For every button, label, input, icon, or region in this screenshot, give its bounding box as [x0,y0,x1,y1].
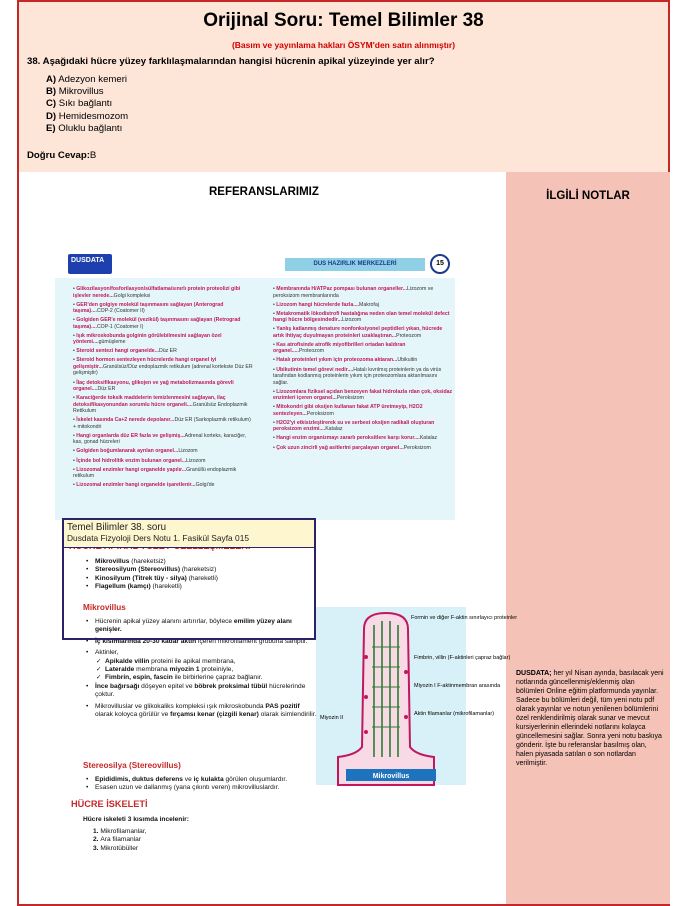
notes-text: DUSDATA; her yıl Nisan ayında, basılacak yeni notlarında güncellenmiş/eklenmiş olan bölümleri Online eğitim platformunda yayınlar. Sadece bu bölümleri değil, tüm yeni notu pdf olarak yayınlar ve notun yenilenen bölümlerini özel renklendirilmiş olarak sunar ve mevcut kursiyerlerinin ellerindeki notlarını kolayca güncellemesini sağlar. Sonra yeni notu baskıya gönderir. İşte bu referanslar basılmış olan, halen piyasada satılan o son notlardan verilmiştir. [516,670,664,767]
reference-left-column [73,286,253,491]
list-item: ✓ Apikalde villin proteini ile apikal membrana, [95,658,317,666]
skeleton-sub: Hücre iskeleti 3 kısımda incelenir: [83,816,189,823]
reference-entry: • Lizozomal enzimler hangi organelde yapılır...Granüllü endoplazmik retikulum [73,466,237,480]
reference-page-image [55,250,455,528]
reference-entry: • Metakromatik lökodistrofi hastalığına neden olan temel molekül defect hangi hücre bölgesindedir...Lizozom [273,310,450,324]
list-item: • Aktinler, [85,649,317,657]
list-item: 1. Mikrofilamanlar, [93,828,147,835]
option-b: B) Mikrovillus [46,86,104,98]
list-item: • Epididimis, duktus deferens ve iç kulakta görülen oluşumlardır. [85,776,335,784]
reference-entry: • Mitokondri gibi oksijen kullanan fakat ATP üretmeyip, H2O2 sentezleyen...Peroksizom [273,404,423,417]
correct-answer: Doğru Cevap:B [27,150,97,161]
figure-label-fimbrin: Fimbrin, villin (F-aktinleri çapraz bağlar) [414,655,511,661]
figure-label-miyozin1: Miyozin I F-aktinmembran arasında [414,683,501,689]
reference-entry: • Golgiden GER'e molekül (vezikül) taşınmasını sağlayan (Retrograd taşıma)....COP-1 (Coatomer I) [73,317,241,330]
header-bar: DUS HAZIRLIK MERKEZLERİ [285,258,425,271]
reference-entry: • Steroid hormon sentezleyen hücrelerde hangi organel iyi gelişmiştir...Granülsüz/Düz endoplazmik retikulum (adrenal kortekste Düz ER gelişmiştir) [73,357,253,377]
reference-label-line1: Temel Bilimler 38. soru [67,522,167,533]
list-item: • İnce bağırsağı döşeyen epitel ve böbrek proksimal tübül hücrelerinde çoktur. [85,683,317,700]
list-item: • Mikrovilluslar ve glikokaliks kompleksi ışık mikroskobunda PAS pozitif olarak koloyca görülür ve fırçamsı kenar (çizgili kenar) olarak isimlendirilir. [85,703,317,720]
references-title: REFERANSLARIMIZ [209,186,319,198]
figure-label-formin: Formin ve diğer F-aktin sınırlayıcı proteinler [411,615,518,621]
reference-right-column [273,286,453,454]
reference-entry: • Hangi enzim organizmayı zararlı peroksitlere karşı korur....Katalaz [273,435,438,442]
list-item: 2. Ara filamanlar [93,836,142,844]
list-item: 3. Mikrotübüller [93,844,139,852]
reference-entry: • Karaciğerde toksik maddelerin temizlenmesini sağlayan, ilaç detoksifikasyonundan sorumlu hücre organeli....Granülsüz Endoplazmik Retikulum [73,395,248,415]
reference-entry: • Golgiden boğumlanarak ayrılan organel...Lizozom [73,448,198,455]
reference-label-line2: Dusdata Fizyoloji Ders Notu 1. Fasikül Sayfa 015 [67,533,250,543]
page-title: Orijinal Soru: Temel Bilimler 38 [203,10,484,31]
mikrovillus-title: Mikrovillus [83,603,126,612]
figure-label-aktin: Aktin filamanlar (mikrofilamanlar) [414,711,495,717]
reference-entry: • Işık mikroskobunda golginin görülebilmesini sağlayan özel yöntemi....gümüşleme [73,332,222,346]
reference-entry: • Hangi organlarda düz ER fazla ve gelişmiş...Adrenal korteks, karaciğer, kas, gonad hücreleri [73,432,247,446]
list-item: • Esasen uzun ve dallanmış (yana çıkıntı veren) mikrovilluslardır. [85,784,335,792]
notes-title: İLGİLİ NOTLAR [546,190,630,202]
list-item: • Stereosilyum (Stereovillus) (hareketsiz) [85,566,335,574]
reference-entry: • İskelet kasında Ca+2 nerede depolanır...Düz ER (Sarkoplazmik retikulum) + mitokondri [73,417,251,430]
reference-entry: • Membranında H/ATPaz pompası bulunan organeller...Lizozom ve peroksizom membranlarında [273,286,434,299]
reference-entry: • Hatalı proteinleri yıkım için proteozoma aktaran...Ubikuitin [273,357,418,364]
list-item: • Kinosilyum (Titrek tüy - silya) (hareketli) [85,575,335,583]
stereo-title: Stereosilya (Stereovillus) [83,761,181,770]
reference-entry: • İlaç detoksifikasyonu, glikojen ve yağ metabolizmasında görevli organel....Düz ER [73,379,234,393]
reference-entry: • Çok uzun zincirli yağ asitlerini parçalayan organel...Peroksizom [273,444,431,451]
option-a: A) Adezyon kemeri [46,74,128,85]
reference-entry: • Kas atrofisinde atrofik miyofibrilleri ortadan kaldıran organel.....Proteozom [273,341,406,355]
reference-entry: • İçinde bol hidrolitik enzim bulunan organel...Lizozom [73,457,206,464]
question-text [27,56,435,67]
microvillus-figure [316,607,518,785]
figure-caption: Mikrovillus [372,773,410,780]
reference-page-header [55,250,455,278]
reference-entry: • Ubikutinin temel görevi nedir....Hatalı kıvrılmış proteinlerin ya da virüs tarafından kodlanmış proteinlerin yıkım için proteozomlara aktarılmasını sağlar. [273,366,442,386]
reference-entry: • Lizozomlara fiziksel açıdan benzeyen fakat hidrolazla rdan çok, oksidaz enzimleri içeren organel...Peroksizom [273,388,453,402]
question-stem: Aşağıdaki hücre yüzey farklılaşmalarından hangisi hücrenin apikal yüzeyinde yer alır? [42,56,435,67]
reference-entry: • Glikozilasyon/fosforilasyon/sülfatlama/sınırlı protein proteolizi gibi işlevler nerede...Golgi kompleksi [73,286,241,299]
question-number: 38. [27,56,41,67]
list-item: • Flagellum (kamçı) (hareketli) [85,583,335,591]
reference-entry: • Lizozomal enzimler hangi organelde işaretlenir...Golgi'de [73,482,215,489]
reference-label [64,520,314,548]
answer-options [46,74,128,135]
list-item: • İç kısımlarında 20-30 kadar aktin içeren mikrofilament grubuna sahiptir. [85,638,317,646]
notes-column [506,172,670,904]
list-item: ✓ Lateralde membrana miyozin 1 proteiniyle, [95,666,317,674]
list-item: ✓ Fimbrin, espin, fascin ile birbirlerine çapraz bağlanır. [95,674,317,682]
reference-entry: • H2O2'yi etkisizleştirerek su ve serbest oksijen radikali oluşturan peroksizom enzimi....Katalaz [273,419,435,433]
option-c: C) Sıkı bağlantı [46,98,113,110]
reference-entry: • Yanlış katlanmış denature nonfonksiyonel peptidleri yıkan, hücrede artık ihtiyaç duyulmayan proteinleri uzaklaştıran...Proteozom [273,326,443,339]
list-item: • Mikrovillus (hareketsiz) [85,558,335,566]
reference-entry: • Lizozom hangi hücrelerde fazla....Makrofaj [273,301,379,308]
reference-highlight-box [62,518,316,640]
stereo-list [85,776,335,793]
option-e: E) Oluklu bağlantı [46,122,123,134]
skeleton-title: HÜCRE İSKELETİ [71,799,148,809]
copyright-note: (Basım ve yayınlama hakları ÖSYM'den satın alınmıştır) [231,40,456,50]
page-number: 15 [430,254,450,274]
figure-label-miyozin2: Miyozin II [320,715,344,721]
option-d: D) Hemidesmozom [46,110,129,122]
question-box [19,0,668,172]
reference-entry: • Steroid sentezi hangi organelde...Düz ER [73,348,177,355]
reference-entry: • GER'den golgiye molekül taşınmasını sağlayan (Anterograd taşıma)....COP-2 (Coatomer II) [73,301,224,315]
dusdata-logo: DUSDATA [68,254,112,274]
skeleton-list [93,828,147,853]
list-item: • Hücrenin apikal yüzey alanını artırırlar, böylece emilim yüzey alanı genişler. [85,618,317,635]
